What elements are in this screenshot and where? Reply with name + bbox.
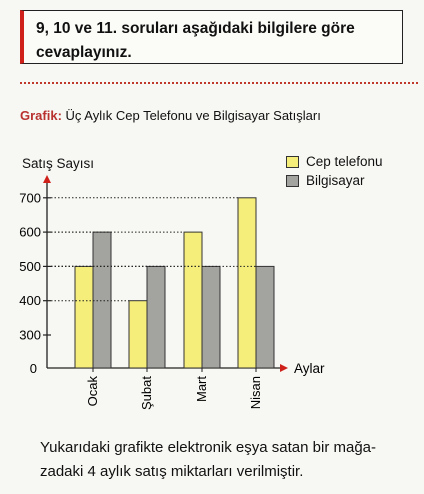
x-tick-label: Ocak — [85, 376, 100, 407]
bar-phone — [238, 198, 256, 368]
y-tick-label-0: 0 — [29, 361, 37, 376]
question-text — [40, 436, 412, 484]
x-axis-arrow-icon — [280, 364, 288, 372]
bar-computer — [93, 232, 111, 368]
bar-phone — [129, 301, 147, 368]
question-line-2: zadaki 4 aylık satış miktarları verilmiştir. — [40, 463, 304, 480]
x-axis-label: Aylar — [294, 361, 325, 376]
y-tick-label: 700 — [19, 190, 41, 206]
y-tick-label: 500 — [19, 258, 41, 274]
instruction-line-2: cevaplayınız. — [36, 44, 132, 61]
y-tick-label: 600 — [19, 224, 41, 240]
question-line-1: Yukarıdaki grafikte elektronik eşya satan bir mağa- — [40, 439, 376, 456]
bar-computer — [256, 266, 274, 368]
y-axis-arrow-icon — [43, 175, 51, 183]
y-axis-label: Satış Sayısı — [22, 156, 95, 171]
bar-phone — [75, 266, 93, 368]
x-tick-label: Nisan — [248, 376, 263, 410]
x-tick-label: Şubat — [139, 376, 154, 410]
legend-label-computer: Bilgisayar — [306, 173, 365, 188]
chart-caption-prefix: Grafik: — [20, 108, 62, 123]
y-tick-label: 300 — [19, 327, 41, 343]
bar-computer — [147, 266, 165, 368]
bar-computer — [202, 266, 220, 368]
x-tick-label: Mart — [194, 376, 209, 402]
y-tick-label: 400 — [19, 293, 41, 309]
bar-phone — [184, 232, 202, 368]
legend-label-phone: Cep telefonu — [306, 154, 383, 169]
instruction-line-1: 9, 10 ve 11. soruları aşağıdaki bilgilere göre — [36, 20, 355, 37]
chart-caption-text: Üç Aylık Cep Telefonu ve Bilgisayar Satışları — [61, 108, 321, 123]
